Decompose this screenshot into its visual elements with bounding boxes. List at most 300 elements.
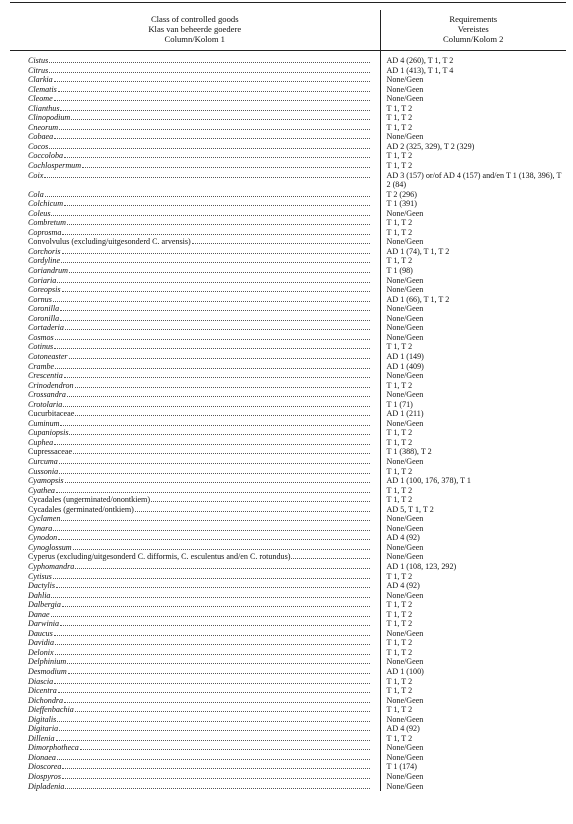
- goods-class-name: Dichondra: [28, 695, 64, 705]
- requirements-cell: T 1 (391): [386, 199, 417, 209]
- requirements-cell: T 1, T 2: [386, 122, 413, 132]
- goods-class-name: Cotoneaster: [28, 351, 68, 361]
- dot-leader: [64, 151, 369, 158]
- requirements-cell: AD 2 (325, 329), T 2 (329): [386, 141, 475, 151]
- goods-class-cell: [10, 333, 380, 343]
- requirements-cell: T 1, T 2: [386, 638, 413, 648]
- table-row: [10, 457, 566, 467]
- goods-class-cell: [10, 342, 380, 352]
- dot-leader: [291, 552, 369, 559]
- dot-leader: [73, 447, 369, 454]
- goods-class-name: Dahlia: [28, 590, 51, 600]
- goods-class-cell: [10, 256, 380, 266]
- goods-class-name: Davidia: [28, 638, 55, 648]
- goods-class-cell: [10, 629, 380, 639]
- requirements-cell: T 1 (388), T 2: [386, 447, 432, 457]
- column-1-label: Column/Kolom 1: [164, 34, 225, 44]
- dot-leader: [54, 75, 370, 82]
- goods-class-cell: [10, 762, 380, 772]
- goods-class-cell: [10, 667, 380, 677]
- goods-class-cell: [10, 572, 380, 582]
- requirements-cell: T 1, T 2: [386, 609, 413, 619]
- goods-class-name: Cucurbitaceae: [28, 409, 75, 419]
- goods-class-cell: [10, 151, 380, 161]
- dot-leader: [49, 56, 369, 63]
- goods-class-cell: [10, 524, 380, 534]
- goods-class-name: Dipladenia: [28, 781, 65, 791]
- dot-leader: [60, 314, 369, 321]
- dot-leader: [151, 495, 369, 502]
- table-row: [10, 51, 566, 66]
- table-row: [10, 85, 566, 95]
- goods-class-cell: [10, 304, 380, 314]
- table-row: [10, 552, 566, 562]
- requirements-cell: None/Geen: [386, 714, 424, 724]
- column-1-title-af: Klas van beheerde goedere: [148, 24, 242, 34]
- column-1-title-en: Class of controlled goods: [150, 14, 239, 24]
- goods-class-name: Coreopsis: [28, 285, 61, 295]
- goods-class-cell: [10, 600, 380, 610]
- goods-class-cell: [10, 743, 380, 753]
- goods-class-name: Cyclamen: [28, 514, 61, 524]
- dot-leader: [62, 762, 369, 769]
- goods-class-name: Digitalis: [28, 714, 57, 724]
- goods-class-cell: [10, 94, 380, 104]
- dot-leader: [54, 629, 370, 636]
- requirements-cell: None/Geen: [386, 514, 424, 524]
- table-row: [10, 94, 566, 104]
- column-2-title-en: Requirements: [449, 14, 498, 24]
- goods-class-name: Delphinium: [28, 657, 67, 667]
- dot-leader: [57, 715, 369, 722]
- goods-class-cell: [10, 514, 380, 524]
- goods-class-cell: [10, 266, 380, 276]
- requirements-cell: T 1, T 2: [386, 428, 413, 438]
- dot-leader: [54, 94, 370, 101]
- goods-class-cell: [10, 132, 380, 142]
- goods-class-name: Cosmos: [28, 332, 54, 342]
- goods-class-name: Delonix: [28, 647, 54, 657]
- goods-class-cell: [10, 543, 380, 553]
- table-row: [10, 323, 566, 333]
- table-row: [10, 610, 566, 620]
- goods-class-name: Cycadales (ungerminated/onontkiem): [28, 495, 151, 505]
- dot-leader: [59, 724, 369, 731]
- dot-leader: [59, 123, 369, 130]
- requirements-cell: AD 1 (211): [386, 409, 424, 419]
- dot-leader: [60, 619, 369, 626]
- dot-leader: [51, 591, 369, 598]
- dot-leader: [56, 486, 370, 493]
- dot-leader: [61, 256, 369, 263]
- requirements-cell: None/Geen: [386, 456, 424, 466]
- table-row: [10, 782, 566, 792]
- requirements-cell: T 1, T 2: [386, 600, 413, 610]
- goods-class-name: Cistus: [28, 56, 49, 65]
- requirements-cell: None/Geen: [386, 75, 424, 85]
- dot-leader: [75, 381, 370, 388]
- goods-class-cell: [10, 66, 380, 76]
- table-row: [10, 151, 566, 161]
- table-row: [10, 75, 566, 85]
- table-row: [10, 409, 566, 419]
- goods-class-name: Coronilla: [28, 313, 60, 323]
- goods-class-name: Combretum: [28, 218, 66, 228]
- dot-leader: [51, 209, 369, 216]
- table-row: [10, 132, 566, 142]
- table-row: [10, 161, 566, 171]
- goods-class-cell: [10, 552, 380, 562]
- goods-class-cell: [10, 323, 380, 333]
- table-row: [10, 209, 566, 219]
- requirements-cell: None/Geen: [386, 743, 424, 753]
- goods-class-name: Cyathea: [28, 485, 55, 495]
- table-row: [10, 104, 566, 114]
- dot-leader: [63, 400, 369, 407]
- goods-class-cell: [10, 467, 380, 477]
- table-row: [10, 285, 566, 295]
- table-row: [10, 218, 566, 228]
- requirements-cell: None/Geen: [386, 208, 424, 218]
- requirements-cell: T 1 (71): [386, 399, 413, 409]
- column-1-header: [10, 10, 380, 51]
- dot-leader: [60, 419, 369, 426]
- dot-leader: [67, 218, 370, 225]
- requirements-cell: None/Geen: [386, 275, 424, 285]
- table-row: [10, 600, 566, 610]
- table-row: [10, 381, 566, 391]
- goods-class-name: Coleus: [28, 208, 51, 218]
- dot-leader: [75, 562, 369, 569]
- requirements-cell: AD 4 (92): [386, 724, 420, 734]
- requirements-cell: None/Geen: [386, 332, 424, 342]
- table-row: [10, 295, 566, 305]
- requirements-cell: None/Geen: [386, 237, 424, 247]
- dot-leader: [65, 323, 370, 330]
- dot-leader: [67, 657, 369, 664]
- goods-class-name: Cocos: [28, 141, 49, 151]
- goods-class-name: Diospyros: [28, 772, 61, 782]
- requirements-cell: T 1, T 2: [386, 161, 413, 171]
- goods-class-name: Dieffenbachia: [28, 705, 74, 715]
- goods-class-cell: [10, 237, 380, 247]
- dot-leader: [62, 600, 370, 607]
- goods-class-name: Colchicum: [28, 199, 64, 209]
- dot-leader: [61, 514, 369, 521]
- dot-leader: [62, 772, 370, 779]
- requirements-cell: T 1, T 2: [386, 256, 413, 266]
- requirements-cell: AD 1 (100, 176, 378), T 1: [386, 476, 471, 486]
- table-row: [10, 667, 566, 677]
- requirements-cell: None/Geen: [386, 772, 424, 782]
- table-row: [10, 342, 566, 352]
- dot-leader: [62, 247, 370, 254]
- dot-leader: [64, 199, 369, 206]
- dot-leader: [75, 409, 369, 416]
- goods-class-cell: [10, 715, 380, 725]
- goods-class-cell: [10, 142, 380, 152]
- table-row: [10, 619, 566, 629]
- column-2-label: Column/Kolom 2: [443, 34, 504, 44]
- goods-class-name: Darwinia: [28, 619, 60, 629]
- requirements-cell: T 1, T 2: [386, 380, 413, 390]
- goods-class-cell: [10, 610, 380, 620]
- goods-class-name: Dionaea: [28, 752, 56, 762]
- goods-class-cell: [10, 447, 380, 457]
- goods-class-cell: [10, 457, 380, 467]
- table-row: [10, 505, 566, 515]
- dot-leader: [69, 352, 370, 359]
- table-row: [10, 572, 566, 582]
- table-row: [10, 419, 566, 429]
- requirements-cell: T 1, T 2: [386, 686, 413, 696]
- requirements-cell: None/Geen: [386, 523, 424, 533]
- goods-class-name: Clarkia: [28, 75, 53, 85]
- table-row: [10, 581, 566, 591]
- dot-leader: [49, 66, 369, 73]
- table-row: [10, 314, 566, 324]
- table-row: [10, 686, 566, 696]
- requirements-cell: T 1, T 2: [386, 342, 413, 352]
- table-row: [10, 486, 566, 496]
- top-rule: [10, 2, 566, 3]
- goods-class-cell: [10, 686, 380, 696]
- dot-leader: [64, 371, 370, 378]
- goods-class-name: Daucus: [28, 628, 53, 638]
- document-page: [10, 10, 566, 791]
- goods-class-cell: [10, 486, 380, 496]
- requirements-cell: T 1, T 2: [386, 495, 413, 505]
- goods-class-name: Cussonia: [28, 466, 59, 476]
- table-row: [10, 247, 566, 257]
- column-2-header: [380, 10, 566, 51]
- goods-class-name: Crotolaria: [28, 399, 63, 409]
- goods-class-name: Cupaniopsis: [28, 428, 69, 438]
- table-row: [10, 362, 566, 372]
- dot-leader: [68, 667, 370, 674]
- table-row: [10, 199, 566, 209]
- requirements-cell: T 1, T 2: [386, 619, 413, 629]
- goods-class-name: Clematis: [28, 84, 57, 94]
- dot-leader: [65, 782, 369, 789]
- table-row: [10, 467, 566, 477]
- goods-class-cell: [10, 753, 380, 763]
- goods-class-name: Cynoglossum: [28, 542, 72, 552]
- goods-class-name: Curcuma: [28, 456, 58, 466]
- goods-class-name: Coriandrum: [28, 266, 69, 276]
- requirements-cell: None/Geen: [386, 94, 424, 104]
- goods-class-name: Crinodendron: [28, 380, 74, 390]
- requirements-cell: None/Geen: [386, 285, 424, 295]
- goods-class-name: Danae: [28, 609, 50, 619]
- goods-class-name: Crambe: [28, 361, 55, 371]
- goods-class-name: Citrus: [28, 65, 49, 75]
- table-header-row: [10, 10, 566, 51]
- goods-class-name: Corchoris: [28, 246, 61, 256]
- requirements-cell: AD 4 (260), T 1, T 2: [386, 56, 454, 65]
- goods-class-cell: [10, 295, 380, 305]
- table-body: [10, 51, 566, 792]
- goods-class-name: Cuminum: [28, 418, 60, 428]
- table-row: [10, 237, 566, 247]
- table-row: [10, 142, 566, 152]
- table-row: [10, 657, 566, 667]
- dot-leader: [59, 457, 370, 464]
- goods-class-name: Cola: [28, 189, 44, 199]
- dot-leader: [62, 285, 370, 292]
- requirements-cell: AD 1 (66), T 1, T 2: [386, 294, 450, 304]
- dot-leader: [45, 190, 370, 197]
- table-row: [10, 352, 566, 362]
- goods-class-name: Cotinus: [28, 342, 54, 352]
- goods-class-cell: [10, 171, 380, 190]
- goods-class-cell: [10, 724, 380, 734]
- dot-leader: [57, 753, 370, 760]
- goods-class-name: Digitaria: [28, 724, 59, 734]
- goods-class-name: Cycadales (germinated/ontkiem): [28, 504, 134, 514]
- goods-class-name: Coccoloba: [28, 151, 64, 161]
- dot-leader: [54, 677, 369, 684]
- dot-leader: [55, 638, 369, 645]
- goods-class-cell: [10, 85, 380, 95]
- goods-class-cell: [10, 352, 380, 362]
- goods-class-cell: [10, 218, 380, 228]
- table-row: [10, 256, 566, 266]
- goods-class-name: Dillenia: [28, 733, 55, 743]
- table-row: [10, 562, 566, 572]
- dot-leader: [53, 295, 370, 302]
- goods-class-name: Coronilla: [28, 304, 60, 314]
- requirements-cell: T 2 (296): [386, 189, 417, 199]
- requirements-cell: None/Geen: [386, 323, 424, 333]
- table-row: [10, 447, 566, 457]
- goods-class-cell: [10, 619, 380, 629]
- table-row: [10, 190, 566, 200]
- table-row: [10, 276, 566, 286]
- requirements-cell: AD 1 (149): [386, 351, 424, 361]
- table-row: [10, 333, 566, 343]
- goods-class-name: Coriaria: [28, 275, 57, 285]
- table-row: [10, 400, 566, 410]
- goods-class-name: Cortaderia: [28, 323, 64, 333]
- requirements-cell: None/Geen: [386, 84, 424, 94]
- dot-leader: [60, 104, 369, 111]
- dot-leader: [69, 266, 369, 273]
- goods-class-name: Cordyline: [28, 256, 61, 266]
- goods-class-cell: [10, 562, 380, 572]
- goods-class-name: Cyamopsis: [28, 476, 64, 486]
- goods-class-name: Dioscorea: [28, 762, 62, 772]
- requirements-cell: AD 1 (409): [386, 361, 424, 371]
- dot-leader: [49, 142, 369, 149]
- requirements-cell: None/Geen: [386, 390, 424, 400]
- requirements-cell: AD 1 (100): [386, 667, 424, 676]
- goods-class-cell: [10, 581, 380, 591]
- requirements-cell: T 1, T 2: [386, 733, 413, 743]
- requirements-cell: T 1, T 2: [386, 437, 413, 447]
- goods-class-cell: [10, 677, 380, 687]
- goods-class-name: Dalbergia: [28, 600, 61, 610]
- goods-class-cell: [10, 113, 380, 123]
- table-row: [10, 428, 566, 438]
- requirements-cell: T 1, T 2: [386, 151, 413, 161]
- goods-class-cell: [10, 276, 380, 286]
- goods-class-cell: [10, 772, 380, 782]
- goods-class-cell: [10, 428, 380, 438]
- goods-class-name: Convolvulus (excluding/uitgesonderd C. arvensis): [28, 237, 191, 247]
- dot-leader: [192, 237, 370, 244]
- goods-class-cell: [10, 371, 380, 381]
- dot-leader: [51, 610, 370, 617]
- goods-class-cell: [10, 505, 380, 515]
- goods-class-name: Cynodon: [28, 533, 58, 543]
- table-row: [10, 390, 566, 400]
- table-row: [10, 705, 566, 715]
- goods-class-cell: [10, 438, 380, 448]
- goods-class-cell: [10, 104, 380, 114]
- table-row: [10, 514, 566, 524]
- goods-class-cell: [10, 705, 380, 715]
- table-row: [10, 772, 566, 782]
- goods-class-cell: [10, 696, 380, 706]
- dot-leader: [58, 686, 370, 693]
- goods-class-name: Coprosma: [28, 227, 62, 237]
- dot-leader: [44, 171, 369, 178]
- requirements-cell: None/Geen: [386, 590, 424, 600]
- requirements-cell: None/Geen: [386, 371, 424, 381]
- goods-class-name: Diascia: [28, 676, 54, 686]
- goods-class-cell: [10, 314, 380, 324]
- goods-class-cell: [10, 657, 380, 667]
- table-row: [10, 743, 566, 753]
- requirements-cell: T 1, T 2: [386, 113, 413, 123]
- table-row: [10, 495, 566, 505]
- dot-leader: [59, 467, 369, 474]
- dot-leader: [54, 438, 369, 445]
- table-row: [10, 171, 566, 190]
- table-row: [10, 371, 566, 381]
- requirements-cell: T 1, T 2: [386, 466, 413, 476]
- goods-class-cell: [10, 638, 380, 648]
- goods-class-name: Coix: [28, 170, 44, 180]
- dot-leader: [54, 132, 369, 139]
- dot-leader: [62, 228, 369, 235]
- requirements-cell: None/Geen: [386, 418, 424, 428]
- goods-class-cell: [10, 199, 380, 209]
- dot-leader: [71, 113, 369, 120]
- goods-class-cell: [10, 381, 380, 391]
- goods-class-cell: [10, 123, 380, 133]
- goods-class-cell: [10, 390, 380, 400]
- column-2-title-af: Vereistes: [457, 24, 489, 34]
- dot-leader: [55, 333, 370, 340]
- table-row: [10, 677, 566, 687]
- table-row: [10, 753, 566, 763]
- requirements-cell: T 1, T 2: [386, 103, 413, 113]
- dot-leader: [135, 505, 370, 512]
- dot-leader: [80, 743, 370, 750]
- goods-class-cell: [10, 495, 380, 505]
- requirements-cell: None/Geen: [386, 132, 424, 142]
- goods-class-name: Crossandra: [28, 390, 66, 400]
- requirements-cell: AD 4 (92): [386, 581, 420, 591]
- goods-class-name: Cobaea: [28, 132, 54, 142]
- dot-leader: [73, 543, 370, 550]
- dot-leader: [64, 696, 369, 703]
- goods-class-name: Cupressaceae: [28, 447, 73, 457]
- requirements-cell: AD 1 (413), T 1, T 4: [386, 65, 454, 75]
- dot-leader: [55, 362, 369, 369]
